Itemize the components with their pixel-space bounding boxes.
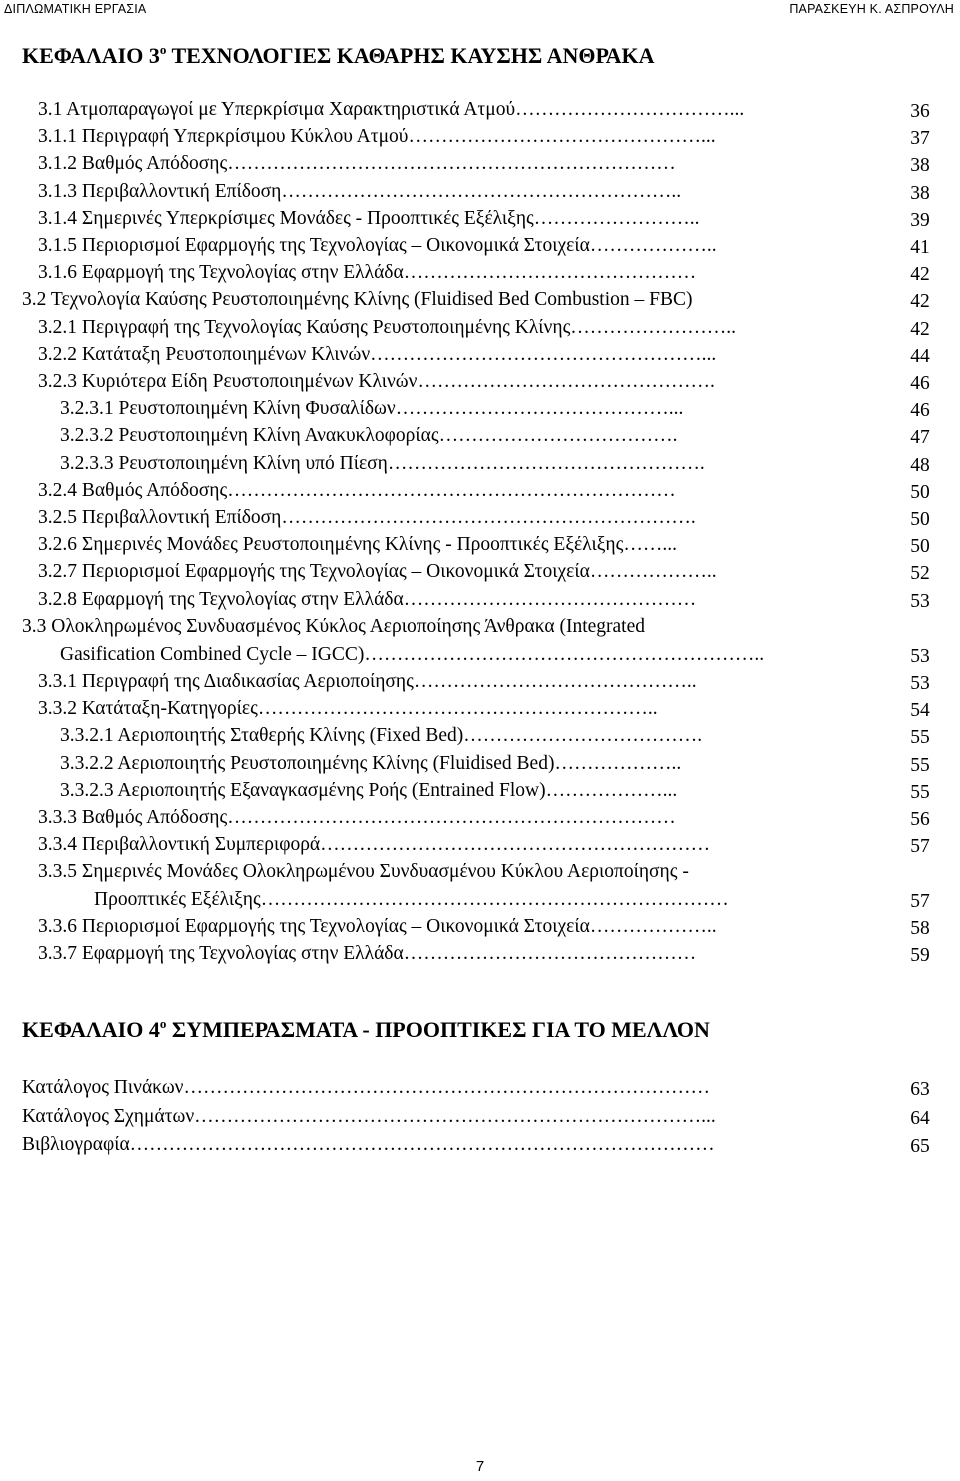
- entry-page-number: 55: [910, 781, 930, 803]
- entry-page-number: 55: [910, 754, 930, 776]
- toc-entry: [38, 670, 697, 694]
- entry-page-number: 57: [910, 836, 930, 858]
- dot-leader: ……………………..: [533, 207, 700, 229]
- entry-title: 3.2.7 Περιορισμοί Εφαρμογής της Τεχνολογίας – Οικονομικά Στοιχεία: [38, 561, 590, 583]
- dot-leader: ………………..: [589, 915, 717, 937]
- entry-title: 3.2.2 Κατάταξη Ρευστοποιημένων Κλινών: [38, 343, 371, 365]
- entry-title: 3.3.2 Κατάταξη-Κατηγορίες: [38, 698, 258, 720]
- chapter-title: ΣΥΜΠΕΡΑΣΜΑΤΑ - ΠΡΟΟΠΤΙΚΕΣ ΓΙΑ ΤΟ ΜΕΛΛΟΝ: [166, 1017, 710, 1042]
- entry-page-number: 57: [910, 890, 930, 912]
- entry-title: 3.3.2.3 Αεριοποιητής Εξαναγκασμένης Ροής (Entrained Flow): [60, 779, 546, 801]
- entry-page-number: 44: [910, 345, 930, 367]
- toc-entry: [38, 942, 696, 966]
- running-header-left: ΔΙΠΛΩΜΑΤΙΚΗ ΕΡΓΑΣΙΑ: [4, 2, 147, 16]
- entry-page-number: 48: [910, 454, 930, 476]
- entry-title: 3.2.4 Βαθμός Απόδοσης: [38, 479, 228, 501]
- entry-page-number: 50: [910, 481, 930, 503]
- entry-page-number: 38: [910, 155, 930, 177]
- entry-page-number: 63: [910, 1079, 930, 1100]
- entry-page-number: 53: [910, 673, 930, 694]
- entry-page-number: 58: [910, 917, 930, 939]
- toc-entry: [60, 724, 702, 748]
- entry-title: Βιβλιογραφία: [22, 1134, 130, 1155]
- toc-entry: [38, 316, 736, 340]
- dot-leader: ……………………………………………………………………...: [194, 1106, 716, 1127]
- toc-entry: [38, 152, 676, 176]
- backmatter-entry: [22, 1133, 715, 1157]
- toc-entry: [38, 234, 717, 258]
- dot-leader: ………………………………………….: [387, 452, 705, 474]
- toc-entry: [38, 180, 681, 204]
- entry-title: 3.2.3.1 Ρευστοποιημένη Κλίνη Φυσαλίδων: [60, 398, 396, 420]
- toc-entry: [38, 806, 676, 830]
- toc-entry: [60, 643, 764, 667]
- toc-entry: [38, 833, 710, 857]
- entry-title: 3.2.1 Περιγραφή της Τεχνολογίας Καύσης Ρευστοποιημένης Κλίνης: [38, 316, 571, 338]
- entry-page-number: 42: [910, 318, 930, 340]
- entry-page-number: 55: [910, 727, 930, 749]
- dot-leader: ………………...: [545, 779, 678, 801]
- dot-leader: ……………………..: [570, 316, 737, 338]
- dot-leader: ……………………………………………………..: [257, 698, 658, 720]
- entry-page-number: 46: [910, 373, 930, 394]
- toc-entry: [38, 125, 716, 149]
- dot-leader: ……………………………………………………..: [281, 180, 682, 202]
- chapter-title: ΤΕΧΝΟΛΟΓΙΕΣ ΚΑΘΑΡΗΣ ΚΑΥΣΗΣ ΑΝΘΡΑΚΑ: [166, 43, 655, 68]
- entry-page-number: 46: [910, 400, 930, 422]
- entry-page-number: 64: [910, 1108, 930, 1129]
- entry-page-number: 36: [910, 101, 930, 122]
- running-header-right: ΠΑΡΑΣΚΕΥΗ Κ. ΑΣΠΡΟΥΛΗ: [789, 2, 954, 16]
- entry-title: 3.2 Τεχνολογία Καύσης Ρευστοποιημένης Κλίνης (Fluidised Bed Combustion – FBC): [22, 289, 693, 311]
- entry-page-number: 50: [910, 536, 930, 558]
- dot-leader: ……………………………….: [438, 425, 678, 447]
- entry-page-number: 53: [910, 590, 930, 612]
- chapter-prefix: ΚΕΦΑΛΑΙΟ 4: [22, 1017, 160, 1042]
- toc-entry: [22, 615, 645, 639]
- dot-leader: ……………………………………………………………: [227, 479, 676, 501]
- entry-title: Κατάλογος Πινάκων: [22, 1077, 184, 1098]
- entry-title: 3.3.2.1 Αεριοποιητής Σταθερής Κλίνης (Fixed Bed): [60, 725, 464, 747]
- toc-entry: [38, 370, 715, 394]
- dot-leader: ……………………………………………………………: [227, 807, 676, 828]
- dot-leader: ………………………………………: [403, 588, 697, 610]
- toc-entry: [38, 560, 717, 584]
- entry-page-number: 47: [910, 427, 930, 449]
- backmatter-entry: [22, 1076, 710, 1100]
- toc-entry: [60, 452, 705, 476]
- toc-entry: [60, 779, 677, 803]
- entry-title: 3.2.8 Εφαρμογή της Τεχνολογίας στην Ελλάδα: [38, 588, 404, 610]
- backmatter-entry: [22, 1105, 716, 1129]
- entry-page-number: 42: [910, 264, 930, 286]
- toc-entry: [38, 98, 744, 122]
- entry-page-number: 39: [910, 209, 930, 231]
- entry-title: 3.3.4 Περιβαλλοντική Συμπεριφορά: [38, 834, 321, 856]
- dot-leader: ………………..: [589, 235, 717, 256]
- chapter-4-heading: [22, 1016, 710, 1043]
- entry-page-number: 53: [910, 645, 930, 667]
- entry-title: Gasification Combined Cycle – IGCC): [60, 643, 365, 665]
- dot-leader: ………………………………………………………………………………: [129, 1134, 715, 1155]
- entry-title: 3.3.6 Περιορισμοί Εφαρμογής της Τεχνολογίας – Οικονομικά Στοιχεία: [38, 915, 590, 937]
- toc-entry: [38, 533, 677, 557]
- toc-entry: [38, 343, 716, 367]
- entry-page-number: 38: [910, 182, 930, 204]
- entry-page-number: 37: [910, 128, 930, 150]
- entry-title: 3.1.5 Περιορισμοί Εφαρμογής της Τεχνολογίας – Οικονομικά Στοιχεία: [38, 235, 590, 256]
- toc-entry: [38, 261, 696, 285]
- entry-title: 3.3.1 Περιγραφή της Διαδικασίας Αεριοποίησης: [38, 671, 414, 692]
- dot-leader: ……………………………………...: [395, 398, 684, 420]
- dot-leader: ……………………………………………………………: [227, 153, 676, 175]
- entry-title: 3.3.7 Εφαρμογή της Τεχνολογίας στην Ελλάδα: [38, 943, 404, 964]
- dot-leader: ………………..: [589, 561, 717, 583]
- chapter-3-heading: [22, 42, 655, 69]
- entry-title: 3.3.2.2 Αεριοποιητής Ρευστοποιημένης Κλίνης (Fluidised Bed): [60, 752, 555, 774]
- dot-leader: ……………………………………………………….: [281, 507, 696, 528]
- toc-entry: [60, 424, 677, 448]
- entry-title: 3.1.4 Σημερινές Υπερκρίσιμες Μονάδες - Προοπτικές Εξέλιξης: [38, 207, 534, 229]
- dot-leader: ……...: [623, 534, 677, 556]
- toc-entry: [38, 588, 696, 612]
- dot-leader: ………………..: [554, 752, 682, 774]
- dot-leader: ……………………………………………………..: [364, 643, 765, 665]
- toc-entry: [60, 397, 683, 421]
- entry-title: 3.1.3 Περιβαλλοντική Επίδοση: [38, 180, 282, 202]
- toc-entry: [38, 697, 658, 721]
- ordinal-sup: ο: [159, 1016, 167, 1031]
- entry-title: 3.2.6 Σημερινές Μονάδες Ρευστοποιημένης Κλίνης - Προοπτικές Εξέλιξης: [38, 534, 624, 556]
- entry-title: 3.2.3 Κυριότερα Είδη Ρευστοποιημένων Κλινών: [38, 371, 418, 392]
- dot-leader: ……………………………………………...: [370, 343, 717, 365]
- entry-page-number: 65: [910, 1136, 930, 1157]
- toc-entry: [38, 915, 717, 939]
- entry-page-number: 50: [910, 509, 930, 530]
- entry-page-number: 41: [910, 237, 930, 258]
- dot-leader: ………………………………………………………………: [260, 888, 729, 910]
- toc-entry: [38, 479, 676, 503]
- chapter-prefix: ΚΕΦΑΛΑΙΟ 3: [22, 43, 160, 68]
- entry-title: Προοπτικές Εξέλιξης: [94, 888, 261, 910]
- toc-entry: [38, 506, 696, 530]
- entry-title: 3.2.3.2 Ρευστοποιημένη Κλίνη Ανακυκλοφορίας: [60, 425, 439, 447]
- dot-leader: ……………………………………..: [413, 671, 697, 692]
- dot-leader: ……………………………...: [515, 99, 745, 120]
- dot-leader: ………………………………………...: [408, 126, 716, 148]
- dot-leader: ……………………………….: [463, 725, 703, 747]
- dot-leader: ………………………………………: [403, 262, 697, 284]
- dot-leader: ……………………………………………………: [320, 834, 711, 856]
- page-number: 7: [475, 1458, 485, 1475]
- dot-leader: ………………………………………: [403, 943, 697, 964]
- entry-title: 3.1.6 Εφαρμογή της Τεχνολογίας στην Ελλάδα: [38, 262, 404, 284]
- toc-entry: [60, 752, 681, 776]
- entry-title: 3.2.3.3 Ρευστοποιημένη Κλίνη υπό Πίεση: [60, 452, 388, 474]
- ordinal-sup: ο: [159, 42, 167, 57]
- entry-title: 3.1.1 Περιγραφή Υπερκρίσιμου Κύκλου Ατμού: [38, 126, 409, 148]
- entry-title: Κατάλογος Σχημάτων: [22, 1106, 195, 1127]
- toc-entry: [38, 207, 700, 231]
- entry-title: 3.3.5 Σημερινές Μονάδες Ολοκληρωμένου Συνδυασμένου Κύκλου Αεριοποίησης -: [38, 861, 689, 883]
- entry-page-number: 59: [910, 945, 930, 966]
- entry-title: 3.3 Ολοκληρωμένος Συνδυασμένος Κύκλος Αεριοποίησης Άνθρακα (Integrated: [22, 615, 645, 637]
- entry-page-number: 52: [910, 563, 930, 585]
- entry-title: 3.1.2 Βαθμός Απόδοσης: [38, 153, 228, 175]
- toc-entry: [22, 288, 693, 312]
- entry-title: 3.1 Ατμοπαραγωγοί με Υπερκρίσιμα Χαρακτηριστικά Ατμού: [38, 99, 516, 120]
- entry-title: 3.2.5 Περιβαλλοντική Επίδοση: [38, 507, 282, 528]
- dot-leader: ………………………………………………………………………: [183, 1077, 710, 1098]
- toc-entry: [94, 888, 729, 912]
- entry-page-number: 56: [910, 809, 930, 830]
- entry-page-number: 42: [910, 291, 930, 313]
- entry-page-number: 54: [910, 700, 930, 722]
- toc-entry: [38, 860, 689, 884]
- entry-title: 3.3.3 Βαθμός Απόδοσης: [38, 807, 228, 828]
- dot-leader: ……………………………………….: [417, 371, 715, 392]
